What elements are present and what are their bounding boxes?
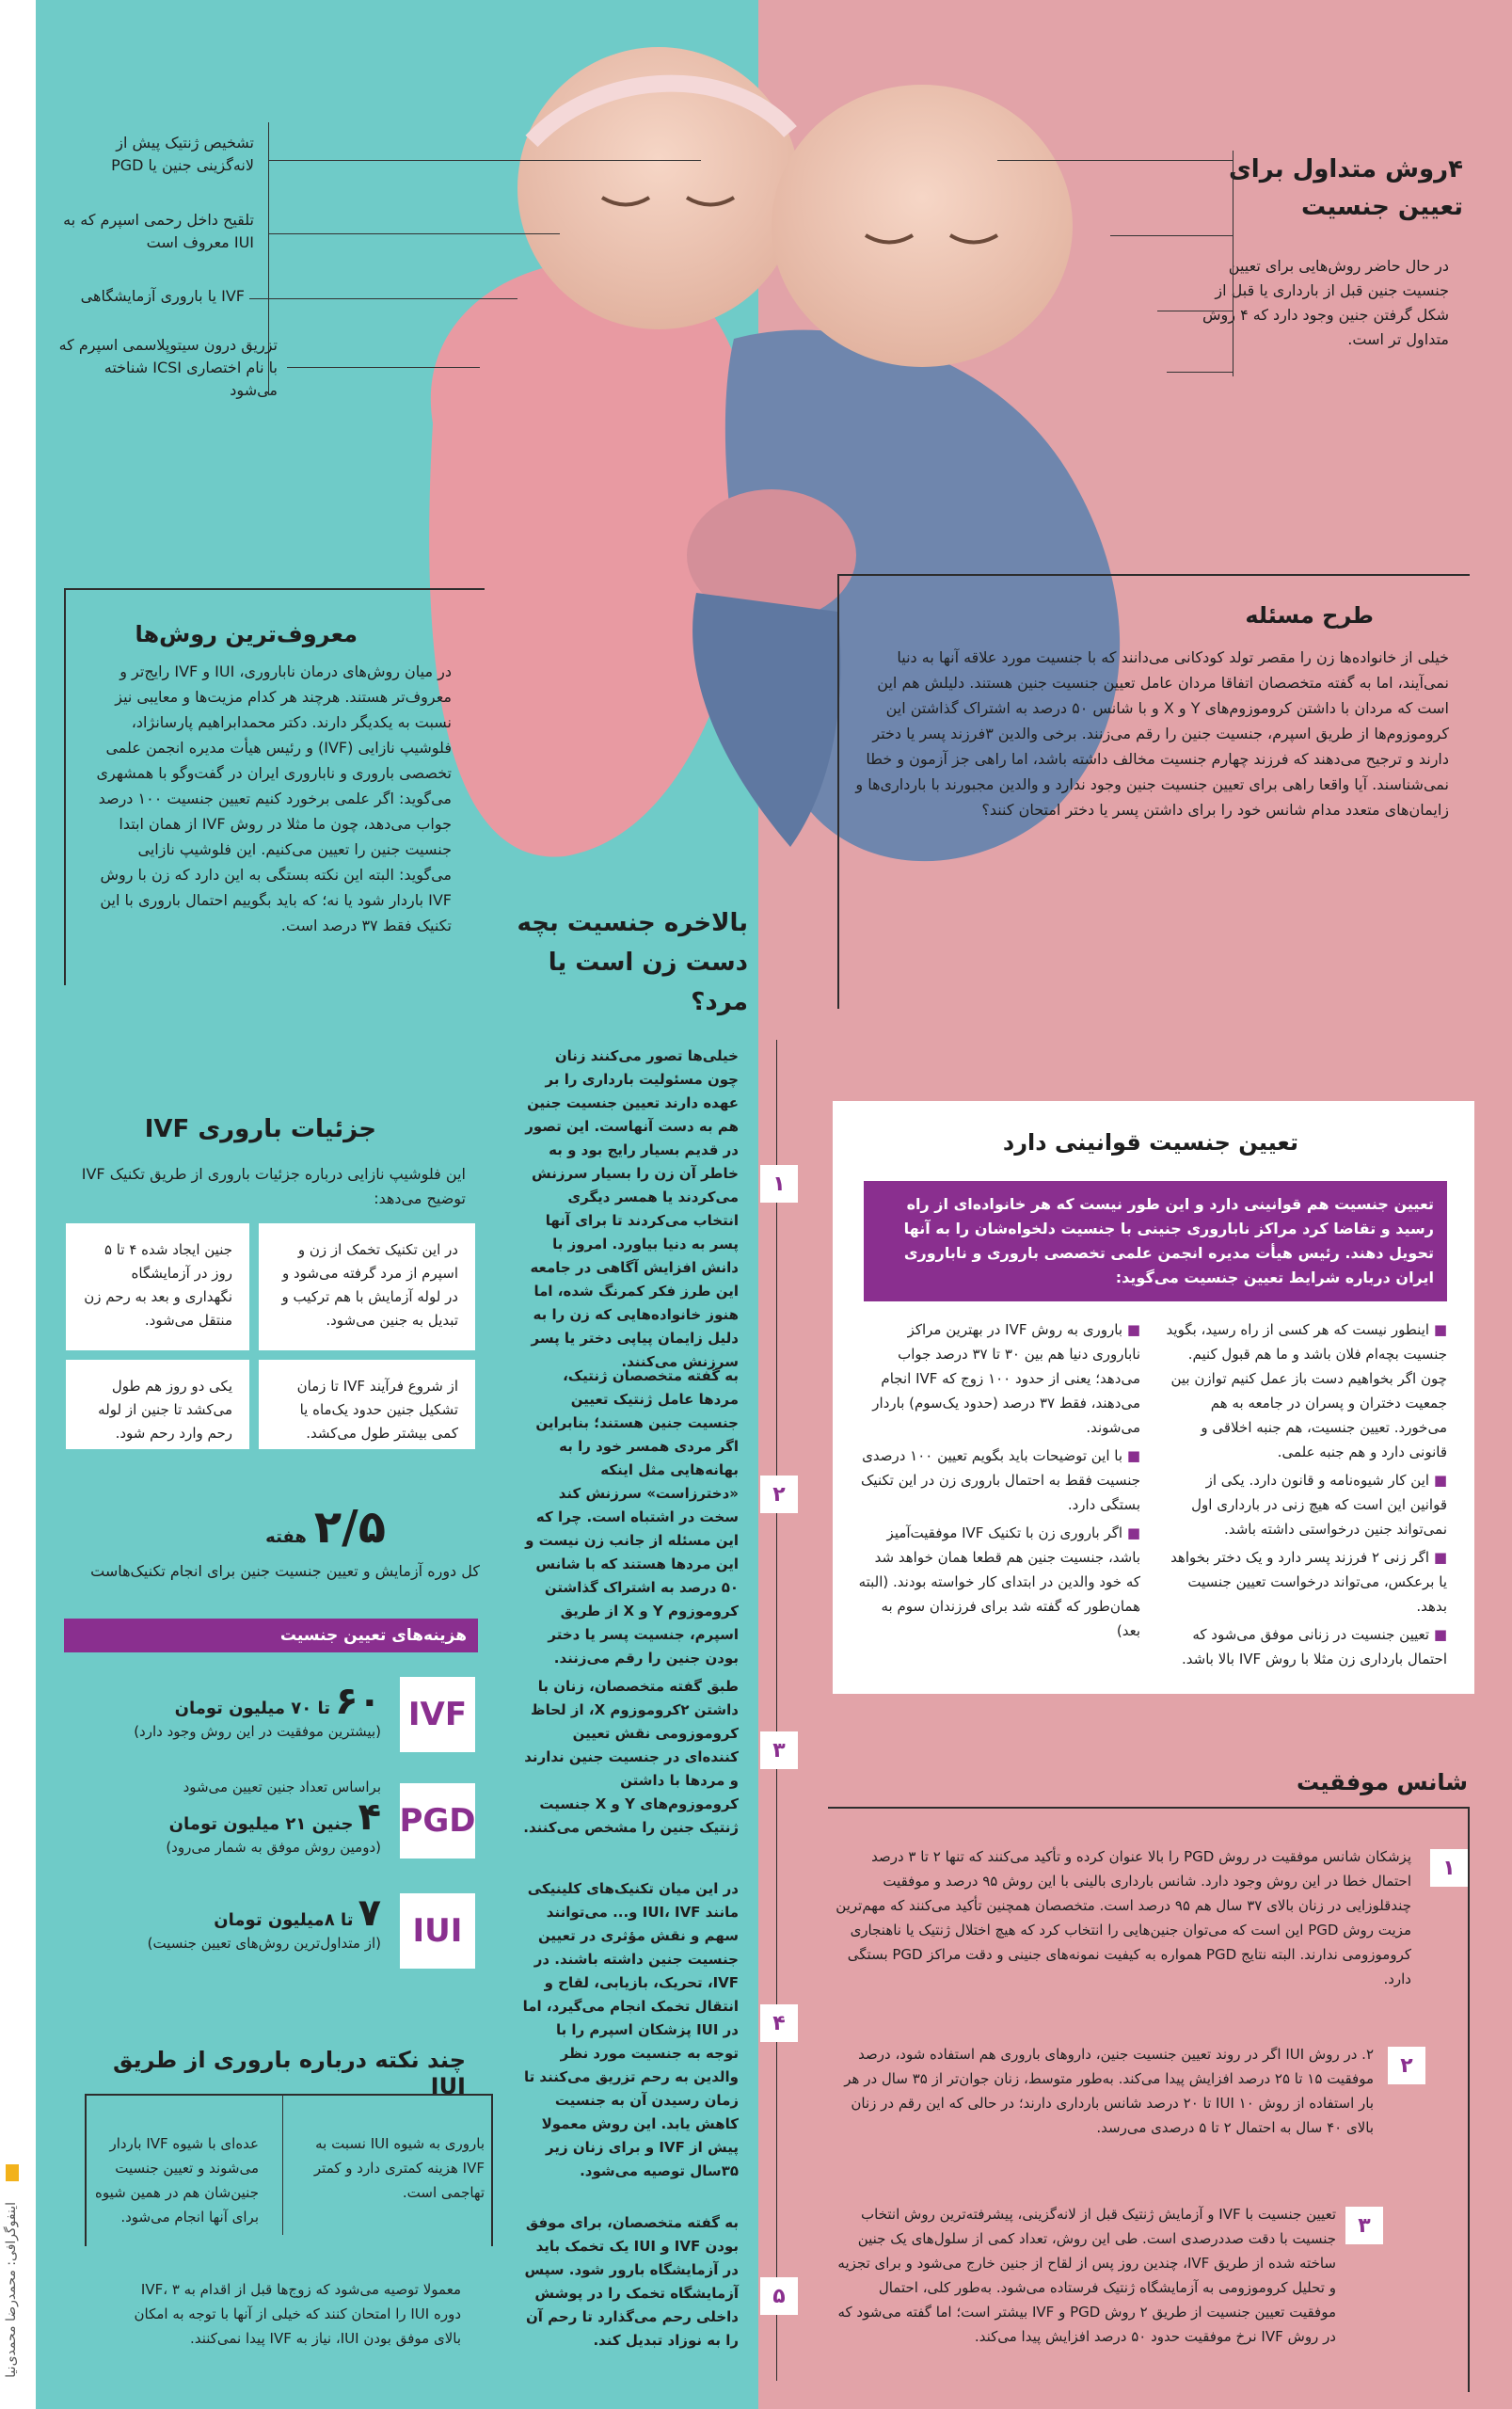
ivf-card-1: در این تکنیک تخمک از زن و اسپرم از مرد گرفته می‌شود و در لوله آزمایش با هم ترکیب و تبدیل به جنین می‌شود. xyxy=(259,1223,475,1350)
step-2-text: به گفته متخصصان ژنتیک، مردها عامل ژنتیک تعیین جنسیت جنین هستند؛ بنابراین اگر مردی همسر خود را به بهانه‌هایی مثل اینکه «دخترزاست» سرزنش کند سخت در اشتباه است. چرا که این مسئله از جانب زن نیست و این مردها هستند که با شانس ۵۰ درصد به اشتراک گذاشتن کروموزوم Y و X از طریق اسپرم، جنسیت پسر یا دختر بودن جنین را رقم می‌زنند. xyxy=(525,1367,739,1667)
step-5-text: به گفته متخصصان، برای موفق بودن IVF و IUI یک تخمک باید در آزمایشگاه بارور شود. سپس آزمایشگاه تخمک را در پوشش داخلی رحم می‌گذارد تا رحم آن را به نوزاد تبدیل کند. xyxy=(524,2214,739,2349)
step-4-number: ۴ xyxy=(760,2004,798,2042)
costs-header: هزینه‌های تعیین جنسیت xyxy=(64,1619,478,1652)
success-1-text: پزشکان شانس موفقیت در روش PGD را بالا عنوان کرده و تأکید می‌کنند که تنها ۲ تا ۳ درصد احتمال خطا در این روش وجود دارد. شانس بارداری بالینی با این روش ۹۵ درصد و موفقیت چندقلوزایی در زنان بالای ۳۷ سال هم ۹۵ درصد است. متخصصان همچنین تأکید می‌کنند که مهم‌ترین مزیت روش PGD این است که می‌توان جنین‌هایی را انتخاب کرد که هیچ اختلال ژنتیک یا ناهنجاری کروموزومی ندارند. البته نتایج PGD همواره به کیفیت نمونه‌های جنینی و دقت مراکز PGD بستگی دارد. xyxy=(836,1848,1411,1987)
leader-line xyxy=(1167,372,1233,373)
blue-baby-head xyxy=(772,85,1073,367)
ivf-card-3: از شروع فرآیند IVF تا زمان تشکیل جنین حدود یک‌ماه یا کمی بیشتر طول می‌کشد. xyxy=(259,1360,475,1449)
method-icsi: تزریق درون سیتوپلاسمی اسپرم که با نام اختصاری ICSI شناخته می‌شود xyxy=(58,336,278,399)
success-title: شانس موفقیت xyxy=(1296,1769,1468,1795)
success-2-text: ۲. در روش IUI اگر در روند تعیین جنسیت جنین، داروهای باروری هم استفاده شود، درصد موفقیت ۱۵ تا ۲۵ درصد افزایش پیدا می‌کند. به‌طور متوسط، زنان جوان‌تر از ۳۵ سال در هر بار استفاده از روش IUI ۱۰ تا ۲۰ درصد شانس بارداری دارند؛ در حالی که این رقم در زنان بالای ۴۰ سال به احتمال ۲ تا ۵ درصدی می‌رسد. xyxy=(844,2046,1374,2136)
method-pgd: تشخیص ژنتیک پیش از لانه‌گزینی جنین یا PGD xyxy=(111,134,254,174)
cost-pgd-label: PGD xyxy=(400,1783,475,1859)
leader-line xyxy=(268,233,560,234)
cost-ivf: ۶۰ تا ۷۰ میلیون تومان (بیشترین موفقیت در این روش وجود دارد) xyxy=(134,1680,381,1740)
law-highlight: تعیین جنسیت هم قوانینی دارد و این طور نیست که هر خانواده‌ای از راه رسید و تقاضا کرد مراکز ناباروری جنینی با جنسیت دلخواه‌شان را به آنها تحویل دهند. رئیس هیأت مدیره انجمن علمی تخصصی باروری و ناباروری ایران درباره شرایط تعیین جنسیت می‌گوید: xyxy=(864,1181,1447,1301)
leader-spine xyxy=(268,122,269,395)
cost-iui: ۷ تا ۸میلیون تومان (از متداول‌ترین روش‌های تعیین جنسیت) xyxy=(147,1891,381,1952)
iui-note-bottom: معمولا توصیه می‌شود که زوج‌ها قبل از اقدام به IVF، ۳ دوره IUI را امتحان کنند که خیلی از آنها با توجه به امکان بالای موفق بودن IUI، نیاز به IVF پیدا نمی‌کنند. xyxy=(134,2281,461,2347)
leader-line xyxy=(249,298,517,299)
leader-line xyxy=(287,367,480,368)
ivf-card-4: یکی دو روز هم طول می‌کشد تا جنین از لوله رحم وارد رحم شود. xyxy=(66,1360,249,1449)
method-ivf: IVF یا باروری آزمایشگاهی xyxy=(80,287,245,305)
step-1-number: ۱ xyxy=(760,1165,798,1203)
duration-value: ۲/۵ xyxy=(313,1501,386,1554)
duration-caption: کل دوره آزمایش و تعیین جنسیت جنین برای انجام تکنیک‌هاست xyxy=(90,1562,480,1580)
step-5-number: ۵ xyxy=(760,2277,798,2315)
step-3-text: طبق گفته متخصصان، زنان با داشتن ۲کروموزوم X، از لحاظ کروموزومی نقش تعیین کننده‌ای در جنسیت جنین ندارند و مردها با داشتن کروموزوم‌های Y و X جنسیت ژنتیک جنین را مشخص می‌کنند. xyxy=(523,1678,739,1836)
problem-body: خیلی از خانواده‌ها زن را مقصر تولد کودکانی می‌دانند که با جنسیت مورد علاقه آنها به دنیا نمی‌آیند، اما به گفته متخصصان اتفاقا مردان عامل تعیین جنسیت جنین هستند. دلیلش هم این است که مردان با داشتن کروموزوم‌های Y و X و با شانس ۵۰ درصد به اشتراک گذاشتن این کروموزوم‌ها از طریق اسپرم، جنسیت جنین را رقم می‌زنند. برخی والدین ۳فرزند پسر یا دختر دارند و ترجیح می‌دهند که فرزند چهارم جنسیت مخالف داشته باشد، اما راهی جز آزمون و خطا نمی‌شناسند. آیا واقعا راهی برای تعیین جنسیت جنین وجود ندارد و والدین مجبورند با بارداری‌ها و زایمان‌های متعدد مدام شانس خود را برای داشتن پسر یا دختر امتحان کنند؟ xyxy=(855,648,1449,819)
duration-figure xyxy=(216,1501,386,1554)
leader-line xyxy=(997,160,1233,161)
cost-pgd: براساس تعداد جنین تعیین می‌شود ۴ جنین ۲۱ میلیون تومان (دومین روش موفق به شمار می‌رود) xyxy=(166,1779,381,1856)
problem-title: طرح مسئله xyxy=(1245,602,1374,629)
famous-title: معروف‌ترین روش‌ها xyxy=(135,621,358,647)
duration-unit: هفته xyxy=(265,1527,307,1547)
credit-text: اینفوگرافی: محمدرضا محمدی‌نیا xyxy=(4,2202,19,2378)
iui-divider xyxy=(282,2094,283,2235)
success-2-number: ۲ xyxy=(1388,2047,1425,2084)
success-3-number: ۳ xyxy=(1345,2207,1383,2244)
iui-notes-title: چند نکته درباره باروری از طریق IUI xyxy=(113,2047,466,2099)
step-1-text: خیلی‌ها تصور می‌کنند زنان چون مسئولیت بارداری را بر عهده دارند تعیین جنسیت جنین هم به دست آنهاست. این تصور در قدیم بسیار رایج بود و به خاطر آن زن را بسیار سرزنش می‌کردند یا همسر دیگری انتخاب می‌کردند تا برای آنها پسر به دنیا بیاورد. امروز با دانش افزایش آگاهی در جامعه این طرز فکر کمرنگ شده، اما هنوز خانواده‌هایی که زن را به دلیل زایمان پیاپی دختر یا پسر سرزنش می‌کنند. xyxy=(525,1047,739,1370)
ivf-details-title: جزئیات باروری IVF xyxy=(144,1115,376,1143)
law-col-right: ■ اینطور نیست که هر کسی از راه رسید، بگوید جنسیت بچه‌ام فلان باشد و ما هم قبول کنیم. چون اگر بخواهیم دست باز عمل کنیم توازن بین جمعیت دختران و پسران در جامعه به هم می‌خورد. تعیین جنسیت، هم جنبه اخلاقی و قانونی دارد و هم جنبه علمی. ■ این کار شیوه‌نامه و قانون دارد. یکی از قوانین این است که هیچ زنی در بارداری اول نمی‌تواند جنین درخواستی داشته باشد. ■ اگر زنی ۲ فرزند پسر دارد و یک دختر بخواهد یا برعکس، می‌تواند درخواست تعیین جنسیت بدهد. ■ تعیین جنسیت در زنانی موفق می‌شود که احتمال بارداری زن مثلا با روش IVF بالا باشد. xyxy=(1166,1321,1447,1667)
law-col-left: ■ باروری به روش IVF در بهترین مراکز ناباروری دنیا هم بین ۳۰ تا ۳۷ درصد جواب می‌دهد؛ یعنی از حدود ۱۰۰ زوج که IVF انجام می‌دهند، فقط ۳۷ درصد (حدود یک‌سوم) باردار می‌شوند. ■ با این توضیحات باید بگویم تعیین ۱۰۰ درصدی جنسیت فقط به احتمال باروری زن در این تکنیک بستگی دارد. ■ اگر باروری زن با تکنیک IVF موفقیت‌آمیز باشد، جنسیت جنین هم قطعا همان خواهد شد که خود والدین در ابتدای کار خواسته بودند. (البته همان‌طور که گفته شد برای فرزندان سوم به بعد) xyxy=(858,1321,1140,1639)
famous-body: در میان روش‌های درمان ناباروری، IUI و IVF رایج‌تر و معروف‌تر هستند. هرچند هر کدام مزیت‌ها و معایبی نیز نسبت به یکدیگر دارند. دکتر محمدابراهیم پارسانژاد، فلوشیپ نازایی (IVF) و رئیس هیأت مدیره انجمن علمی تخصصی باروری و ناباروری ایران در گفت‌وگو با همشهری می‌گوید: اگر علمی برخورد کنیم تعیین جنسیت ۱۰۰ درصد جواب می‌دهد، چون ما مثلا در روش IVF از همان ابتدا جنسیت جنین را تعیین می‌کنیم. این فلوشیپ نازایی می‌گوید: البته این نکته بستگی به این دارد که زن با روش IVF باردار شود یا نه؛ که باید بگوییم احتمال باروری با این تکنیک فقط ۳۷ درصد است. xyxy=(96,662,452,934)
iui-note-left: عده‌ای با شیوه IVF باردار می‌شوند و تعیین جنسیت جنین‌شان هم در همین شیوه برای آنها انجام می‌شود. xyxy=(94,2135,259,2226)
leader-line xyxy=(1110,235,1233,236)
leader-line xyxy=(268,160,701,161)
four-methods-body: در حال حاضر روش‌هایی برای تعیین جنسیت جنین قبل از بارداری یا قبل از شکل گرفتن جنین وجود دارد که ۴ روش متداول تر است. xyxy=(1202,257,1449,348)
success-1-number: ۱ xyxy=(1430,1849,1468,1887)
iui-note-right: باروری به شیوه IUI نسبت به IVF هزینه کمتری دارد و کمتر تهاجمی است. xyxy=(313,2135,485,2201)
credit-tag xyxy=(6,2164,19,2181)
law-title: تعیین جنسیت قوانینی دارد xyxy=(1002,1129,1298,1156)
step-2-number: ۲ xyxy=(760,1476,798,1513)
question-title: بالاخره جنسیت بچه دست زن است یا مرد؟ xyxy=(517,909,748,1016)
step-4-text: در این میان تکنیک‌های کلینیکی مانند IUI، IVF و... می‌توانند سهم و نقش مؤثری در تعیین جنسیت جنین داشته باشند. در IVF، تحریک، بازیابی، لقاح و انتقال تخمک انجام می‌گیرد، اما در IUI پزشکان اسپرم را با توجه به جنسیت مورد نظر والدین به رحم تزریق می‌کنند تا زمان رسیدن آن به جنسیت کاهش یابد. این روش معمولا پیش از IVF و برای زنان زیر ۳۵سال توصیه می‌شود. xyxy=(522,1880,739,2179)
ivf-card-2: جنین ایجاد شده ۴ تا ۵ روز در آزمایشگاه نگهداری و بعد به رحم زن منتقل می‌شود. xyxy=(66,1223,249,1350)
success-3-text: تعیین جنسیت با IVF و آزمایش ژنتیک قبل از لانه‌گزینی، پیشرفته‌ترین روش انتخاب جنسیت با دقت صددرصدی است. طی این روش، تعداد کمی از سلول‌های یک جنین ساخته شده از طریق IVF، چندین روز پس از لقاح از جنین خارج می‌شود و برای تجزیه و تحلیل کروموزومی به آزمایشگاه ژنتیک فرستاده می‌شود. به‌طور کلی، احتمال موفقیت تعیین جنسیت از طریق ۲ روش PGD و IVF بیشتر است؛ اما گفته می‌شود که در روش IVF نرخ موفقیت حدود ۵۰ درصد افزایش پیدا می‌کند. xyxy=(837,2206,1336,2345)
cost-ivf-label: IVF xyxy=(400,1677,475,1752)
four-methods-title: ۴روش متداول برای تعیین جنسیت xyxy=(1228,155,1463,221)
cost-iui-label: IUI xyxy=(400,1893,475,1969)
step-3-number: ۳ xyxy=(760,1731,798,1769)
method-iui: تلقیح داخل رحمی اسپرم که به IUI معروف است xyxy=(63,211,254,251)
ivf-details-subtitle: این فلوشیپ نازایی درباره جزئیات باروری از طریق تکنیک IVF توضیح می‌دهد: xyxy=(81,1165,466,1207)
